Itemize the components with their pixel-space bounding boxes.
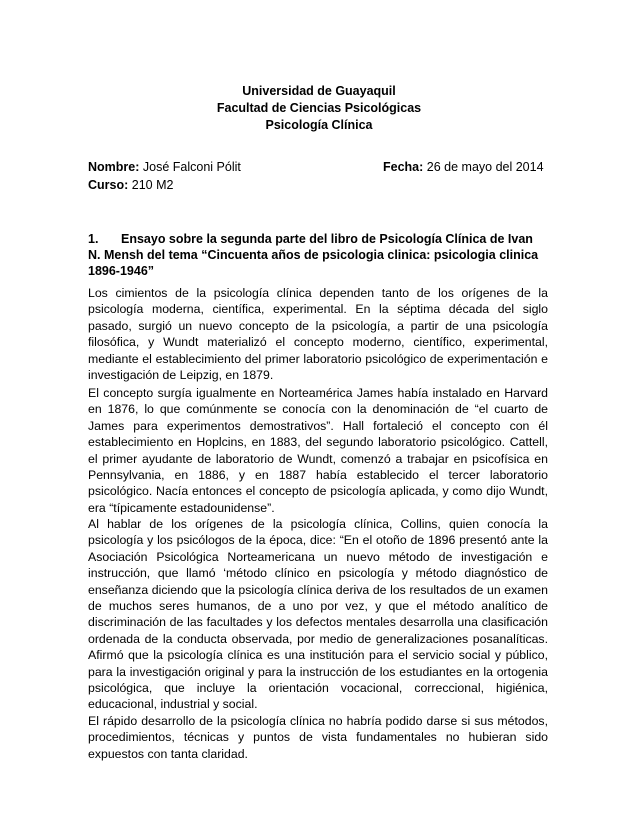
name-label: Nombre: <box>88 160 140 174</box>
date-label: Fecha: <box>383 160 424 174</box>
essay-title <box>88 231 548 279</box>
faculty-name: Facultad de Ciencias Psicológicas <box>216 101 422 115</box>
paragraph-1: Los cimientos de la psicología clínica dependen tanto de los orígenes de la psicología moderna, científica, experimental. En la séptima década del siglo pasado, surgió un nuevo concepto de la psicología, a partir de una psicología filosófica, y Wundt materializó el concepto moderno, científico, experimental, mediante el establecimiento del primer laboratorio psicológico de experimentación e investigación de Leipzig, en 1879. <box>88 286 548 383</box>
essay-title-text: Ensayo sobre la segunda parte del libro de Psicología Clínica de Ivan N. Mensh del tema “Cincuenta años de psicologia clinica: psicologia clinica 1896-1946” <box>88 232 539 278</box>
university-name: Universidad de Guayaquil <box>242 84 396 98</box>
student-name-field <box>88 160 241 175</box>
program-name: Psicología Clínica <box>265 118 373 132</box>
date-value: 26 de mayo del 2014 <box>426 160 544 174</box>
course-label: Curso: <box>88 178 129 192</box>
paragraph-3: Al hablar de los orígenes de la psicología clínica, Collins, quien conocía la psicología y los psicólogos de la época, dice: “En el otoño de 1896 presentó ante la Asociación Psicológica Norteamericana un nuevo método de investigación e instrucción, que llamó ‘método clínico en psicología y método diagnóstico de enseñanza diciendo que la psicología clínica deriva de los resultados de un examen de muchos seres humanos, de a uno por vez, y que el método analítico de discriminación de las facultades y los defectos mentales desarrolla una clasificación ordenada de la conducta observada, por medio de generalizaciones posanalíticas. Afirmó que la psicología clínica es una institución para el servicio social y público, para la investigación original y para la instrucción de los estudiantes en la ortogenia psicológica, que incluye la orientación vocacional, correccional, higiénica, educacional, industrial y social. <box>88 517 548 712</box>
name-value: José Falconi Pólit <box>142 160 241 174</box>
course-field <box>88 178 173 193</box>
paragraph-2: El concepto surgía igualmente en Norteamérica James había instalado en Harvard en 1876, lo que comúnmente se conocía con la denominación de “el cuarto de James para experimentos demostrativos”. Hall fortaleció el concepto con él establecimiento en Hoplcins, en 1883, del segundo laboratorio psicológico. Cattell, el primer ayudante de laboratorio de Wundt, comenzó a trabajar en psicofísica en Pennsylvania, en 1886, y en 1887 había establecido el tercer laboratorio psicológico. Nacía entonces el concepto de psicología aplicada, y como dijo Wundt, era “típicamente estadounidense”. <box>88 386 548 515</box>
paragraph-4: El rápido desarrollo de la psicología clínica no habría podido darse si sus métodos, procedimientos, técnicas y puntos de vista fundamentales no hubieran sido expuestos con tanta claridad. <box>88 714 548 761</box>
essay-number: 1. <box>88 232 99 246</box>
date-field <box>383 160 544 175</box>
course-value: 210 M2 <box>131 178 174 192</box>
